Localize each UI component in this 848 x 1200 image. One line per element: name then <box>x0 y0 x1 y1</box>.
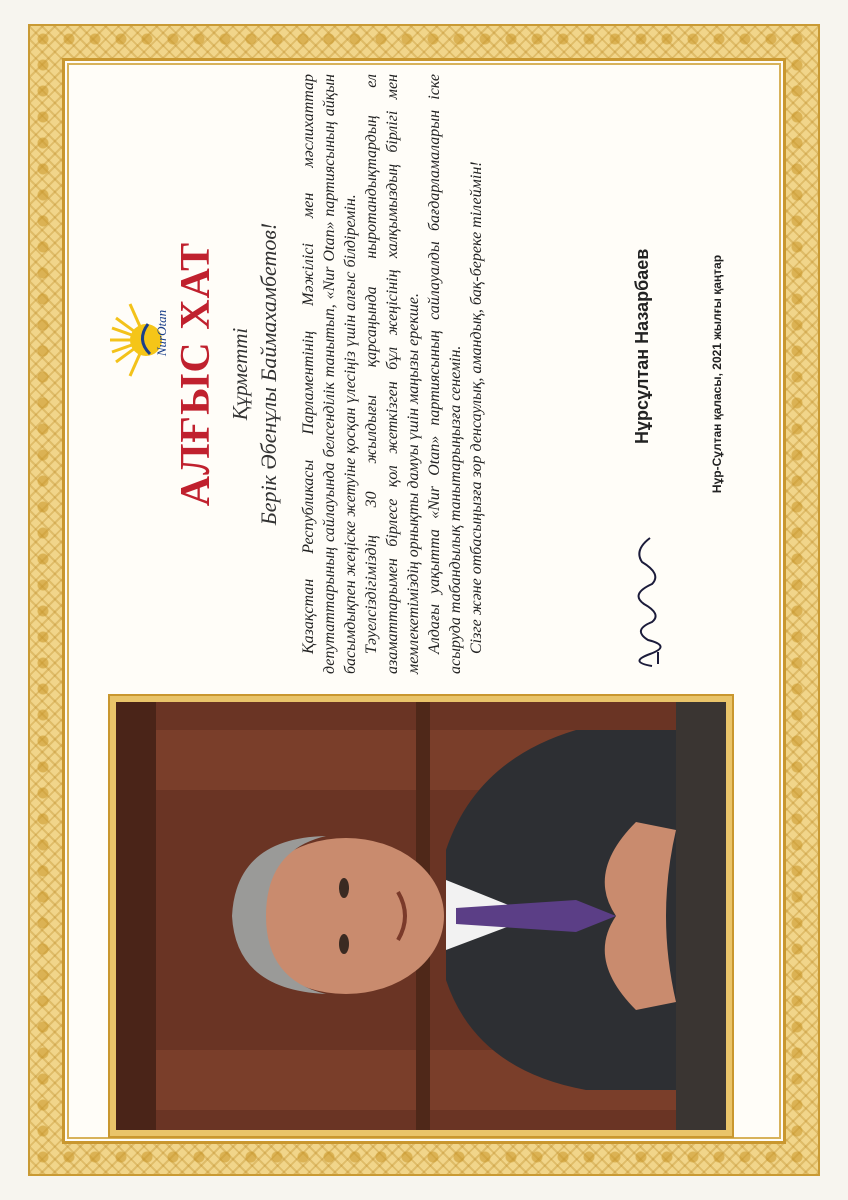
place-and-date: Нұр-Сұлтан қаласы, 2021 жылғы қаңтар <box>710 254 724 494</box>
certificate-body <box>298 74 487 674</box>
body-paragraph: Тәуелсіздігіміздің 30 жылдығы қарсаңында ныротандықтардың ел азаматтарымен бірлесе қол жеткізген бұл жеңісінің халқымыздың бірлігі мен мемлекетіміздің орнықты дамуы үшін маңызы ерекше. <box>363 74 422 674</box>
body-paragraph: Алдағы уақытта «Nur Otan» партиясының сайлауалды бағдарламаларын іске асыруда табандылық танытарыңызға сенемін. <box>426 74 464 674</box>
body-paragraph: Сізге және отбасыңызға зор денсаулық, амандық, бақ-береке тілеймін! <box>468 161 485 654</box>
portrait-photo <box>110 696 732 1136</box>
certificate-text <box>102 74 762 674</box>
logo-wordmark: NurOtan <box>154 309 169 357</box>
recipient-name: Берік Әбенұлы Баймахамбетов! <box>256 222 281 526</box>
signer-name: Нұрсұлтан Назарбаев <box>632 248 652 444</box>
honorific: Құрметті <box>228 327 252 421</box>
certificate-title: АЛҒЫС ХАТ <box>173 241 219 507</box>
handwritten-signature <box>622 514 672 674</box>
certificate-content <box>62 58 786 1144</box>
rotated-landscape-layout <box>62 58 786 1144</box>
body-paragraph: Қазақстан Республикасы Парламентінің Мәжілісі мен мәслихаттар депутаттарының сайлауында белсенділік танытып, «Nur Otan» партиясының айқын басымдықпен жеңіске жетуіне қосқан үлесіңіз үшін алғыс білдіремін. <box>300 74 359 674</box>
